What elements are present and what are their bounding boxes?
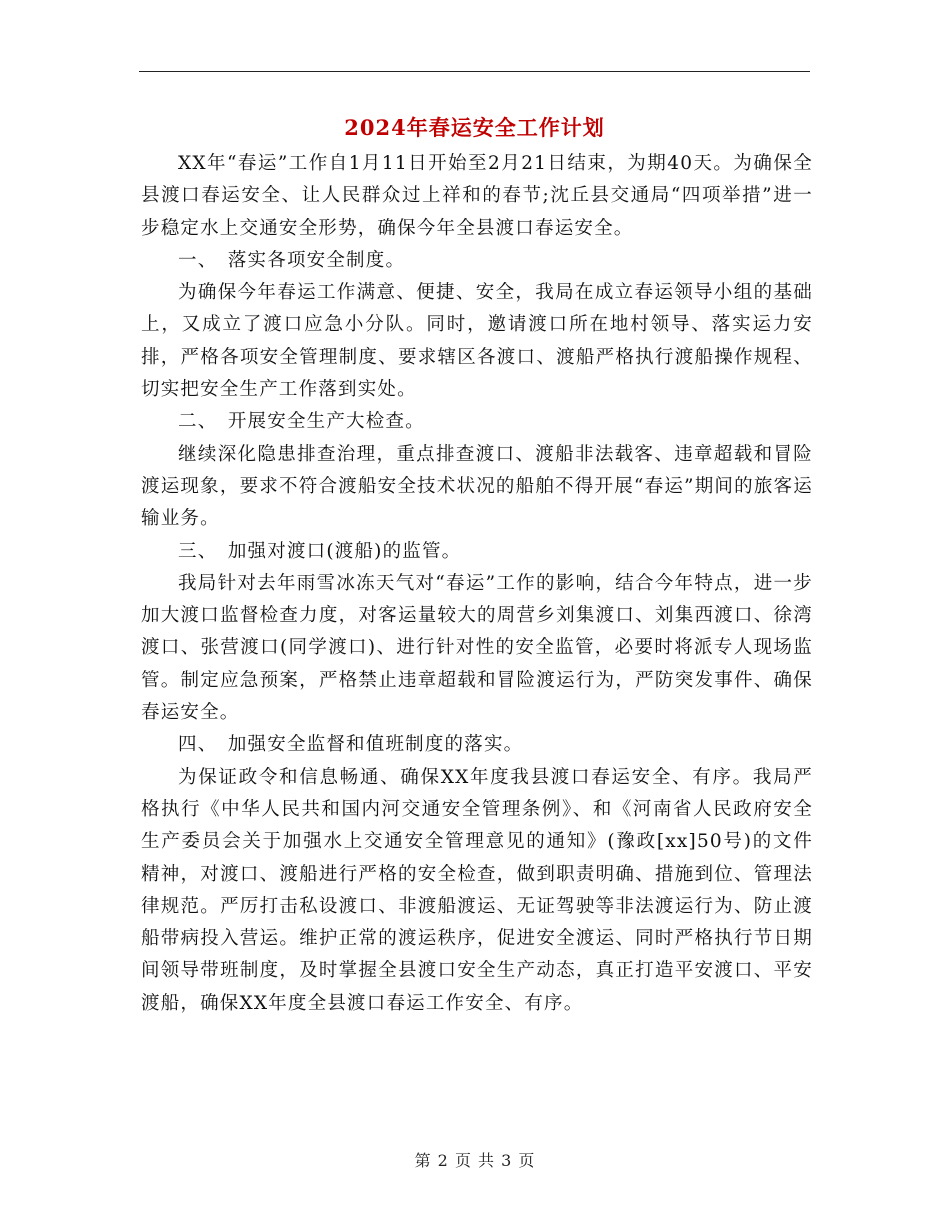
header-rule	[139, 71, 810, 72]
section-paragraph-4: 为保证政令和信息畅通、确保XX年度我县渡口春运安全、有序。我局严格执行《中华人民共和国内河交通安全管理条例》、和《河南省人民政府安全生产委员会关于加强水上交通安全管理意见的通知》(豫政[xx]50号)的文件精神，对渡口、渡船进行严格的安全检查，做到职责明确、措施到位、管理法律规范。严厉打击私设渡口、非渡船渡运、无证驾驶等非法渡运行为、防止渡船带病投入营运。维护正常的渡运秩序，促进安全渡运、同时严格执行节日期间领导带班制度，及时掌握全县渡口安全生产动态，真正打造平安渡口、平安渡船，确保XX年度全县渡口春运工作安全、有序。	[141, 766, 813, 1014]
section-heading-3: 三、 加强对渡口(渡船)的监管。	[178, 540, 462, 562]
section-paragraph-3: 我局针对去年雨雪冰冻天气对“春运”工作的影响，结合今年特点，进一步加大渡口监督检查力度，对客运量较大的周营乡刘集渡口、刘集西渡口、徐湾渡口、张营渡口(同学渡口)、进行针对性的安全监管，必要时将派专人现场监管。制定应急预案，严格禁止违章超载和冒险渡运行为，严防突发事件、确保春运安全。	[141, 572, 813, 724]
intro-paragraph: XX年“春运”工作自1月11日开始至2月21日结束，为期40天。为确保全县渡口春运安全、让人民群众过上祥和的春节;沈丘县交通局“四项举措”进一步稳定水上交通安全形势，确保今年全县渡口春运安全。	[141, 153, 813, 239]
section-paragraph-1: 为确保今年春运工作满意、便捷、安全，我局在成立春运领导小组的基础上，又成立了渡口应急小分队。同时，邀请渡口所在地村领导、落实运力安排，严格各项安全管理制度、要求辖区各渡口、渡船严格执行渡船操作规程、切实把安全生产工作落到实处。	[141, 282, 813, 401]
page-number-footer: 第 2 页 共 3 页	[414, 1151, 536, 1170]
section-paragraph-2: 继续深化隐患排查治理，重点排查渡口、渡船非法载客、违章超载和冒险渡运现象，要求不符合渡船安全技术状况的船舶不得开展“春运”期间的旅客运输业务。	[141, 443, 813, 530]
document-title: 2024年春运安全工作计划	[344, 115, 605, 140]
section-heading-4: 四、 加强安全监督和值班制度的落实。	[178, 734, 524, 756]
document-body	[141, 148, 813, 1020]
section-heading-2: 二、 开展安全生产大检查。	[178, 411, 425, 433]
section-heading-1: 一、 落实各项安全制度。	[178, 249, 406, 271]
